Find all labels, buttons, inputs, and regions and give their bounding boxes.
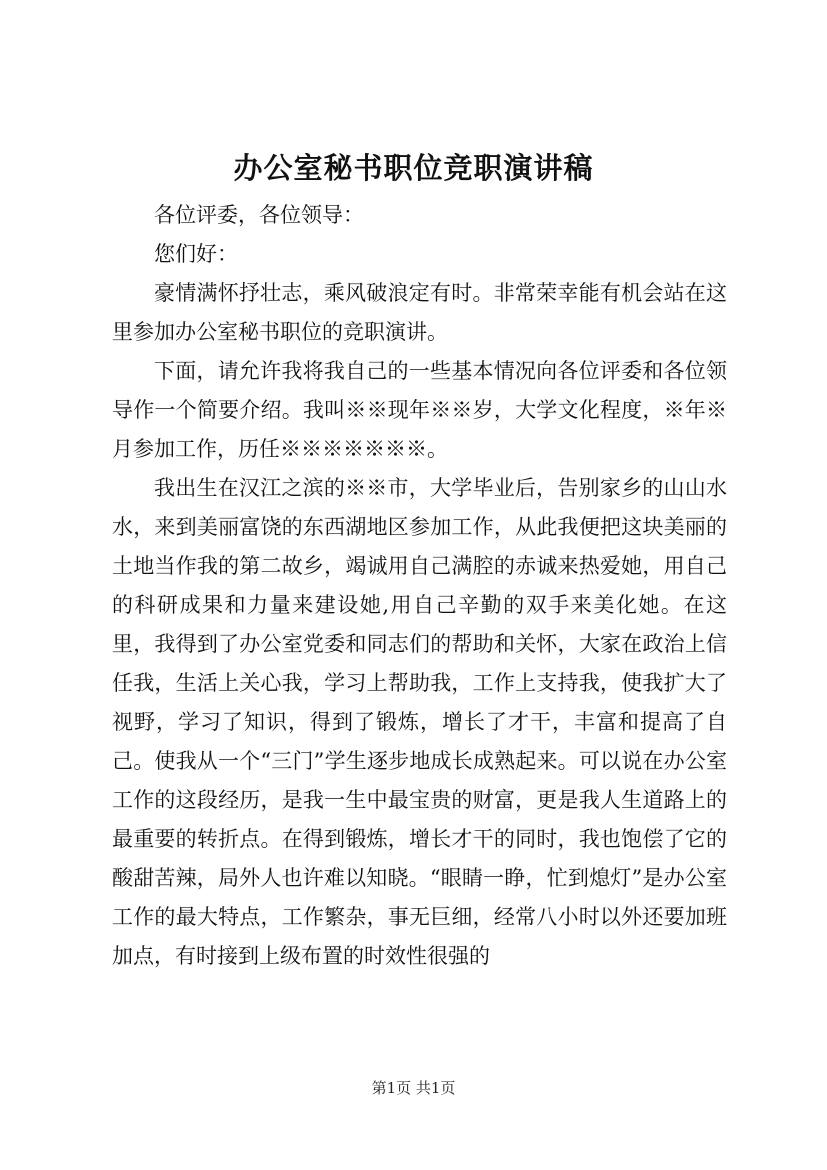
opening-paragraph: 豪情满怀抒壮志，乘风破浪定有时。非常荣幸能有机会站在这里参加办公室秘书职位的竞职演讲。 — [112, 281, 727, 344]
salutation-paragraph: 各位评委，各位领导： — [154, 203, 364, 227]
page-number-footer: 第1页 共1页 — [371, 1079, 456, 1097]
document-title: 办公室秘书职位竞职演讲稿 — [233, 151, 594, 185]
experience-paragraph: 我出生在汉江之滨的※※市，大学毕业后，告别家乡的山山水水，来到美丽富饶的东西湖地区参加工作，从此我便把这块美丽的土地当作我的第二故乡，竭诚用自己满腔的赤诚来热爱她，用自己的科研成果和力量来建设她,用自己辛勤的双手来美化她。在这里，我得到了办公室党委和同志们的帮助和关怀，大家在政治上信任我，生活上关心我，学习上帮助我，工作上支持我，使我扩大了视野，学习了知识，得到了锻炼，增长了才干，丰富和提高了自己。使我从一个“三门”学生逐步地成长成熟起来。可以说在办公室工作的这段经历，是我一生中最宝贵的财富，更是我人生道路上的最重要的转折点。在得到锻炼，增长才干的同时，我也饱偿了它的酸甜苦辣，局外人也许难以知晓。“眼睛一睁，忙到熄灯”是办公室工作的最大特点，工作繁杂，事无巨细，经常八小时以外还要加班加点，有时接到上级布置的时效性很强的 — [112, 476, 727, 968]
greeting-paragraph: 您们好： — [154, 242, 238, 266]
document-body — [112, 196, 727, 976]
introduction-paragraph: 下面，请允许我将我自己的一些基本情况向各位评委和各位领导作一个简要介绍。我叫※※现年※※岁，大学文化程度，※年※月参加工作，历任※※※※※※※。 — [112, 359, 727, 461]
